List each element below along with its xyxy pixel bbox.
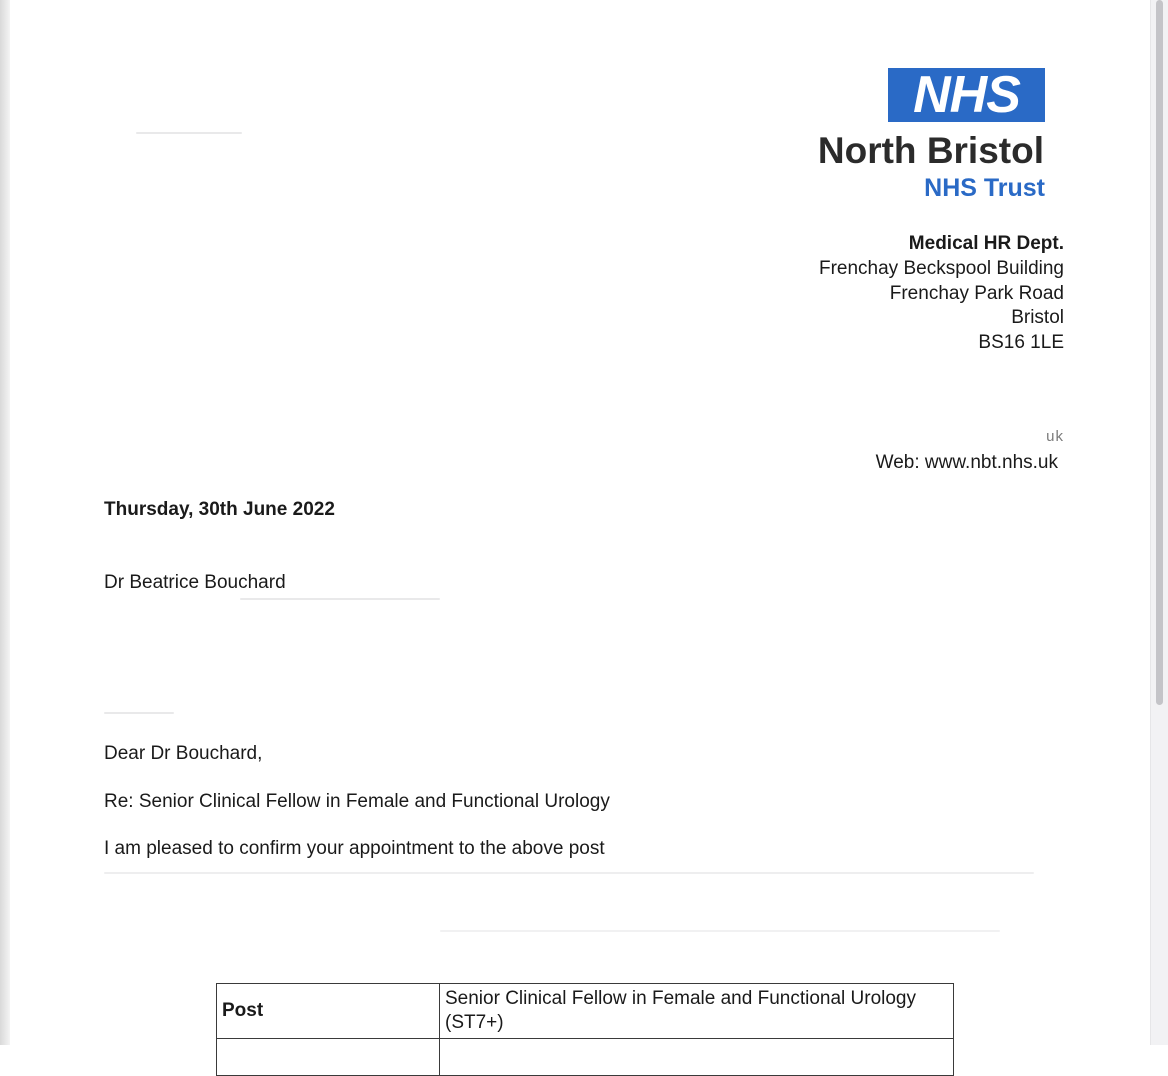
letter-date: Thursday, 30th June 2022: [104, 499, 335, 520]
address-city: Bristol: [1011, 307, 1064, 329]
department: Medical HR Dept.: [908, 233, 1064, 254]
table-row: [217, 1039, 954, 1076]
page-left-edge: [0, 0, 10, 1045]
scrollbar-thumb[interactable]: [1156, 0, 1163, 705]
redaction-smudge: [240, 598, 440, 600]
nhs-logo-text: NHS: [913, 66, 1020, 124]
table-row: [217, 984, 954, 1039]
email-fragment: uk: [1046, 428, 1064, 445]
recipient-name: Dr Beatrice Bouchard: [104, 572, 286, 593]
address-line-2: Frenchay Park Road: [889, 282, 1064, 304]
organisation-subtitle: NHS Trust: [924, 174, 1045, 202]
appointment-details-table: [216, 983, 954, 1076]
salutation: Dear Dr Bouchard,: [104, 743, 263, 764]
redaction-smudge: [440, 930, 1000, 932]
redaction-smudge: [136, 132, 242, 134]
table-label-post: Post: [217, 984, 440, 1039]
redaction-smudge: [104, 872, 1034, 874]
table-label: [217, 1039, 440, 1076]
redaction-smudge: [104, 712, 174, 714]
web-address: Web: www.nbt.nhs.uk: [875, 452, 1058, 473]
table-value-post: Senior Clinical Fellow in Female and Functional Urology (ST7+): [440, 984, 954, 1039]
address-postcode: BS16 1LE: [978, 332, 1064, 354]
nhs-logo: [888, 68, 1045, 122]
body-text: I am pleased to confirm your appointment to the above post: [104, 838, 605, 859]
table-value: [440, 1039, 954, 1076]
sender-address: [819, 232, 1064, 356]
organisation-name: North Bristol: [817, 130, 1044, 171]
address-line-1: Frenchay Beckspool Building: [818, 257, 1064, 279]
subject-line: Re: Senior Clinical Fellow in Female and Functional Urology: [104, 791, 610, 812]
